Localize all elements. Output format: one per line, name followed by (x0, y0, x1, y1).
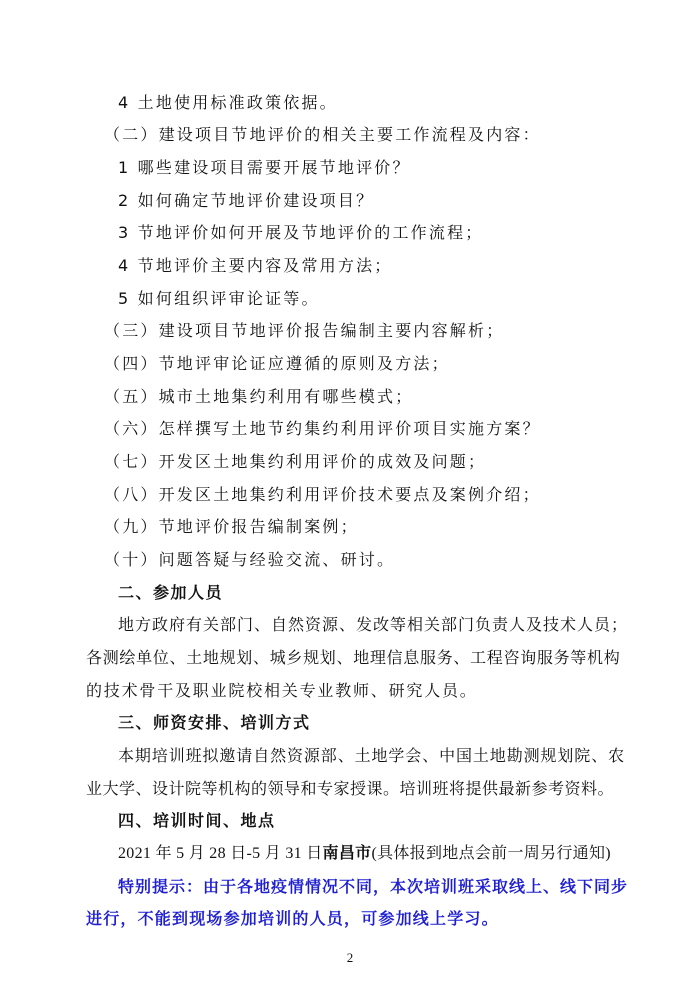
list-item: （八）开发区土地集约利用评价技术要点及案例介绍； (104, 485, 541, 504)
paragraph-line: 本期培训班拟邀请自然资源部、土地学会、中国土地勘测规划院、农 (118, 746, 626, 765)
training-city: 南昌市 (322, 845, 372, 862)
section-heading-time-place: 四、培训时间、地点 (118, 811, 276, 830)
list-item: （二）建设项目节地评价的相关主要工作流程及内容： (104, 125, 541, 144)
section-heading-teachers: 三、师资安排、培训方式 (118, 713, 311, 732)
paragraph-line: 各测绘单位、土地规划、城乡规划、地理信息服务、工程咨询服务等机构 (86, 648, 621, 667)
list-item: （五）城市土地集约利用有哪些模式； (104, 387, 414, 406)
list-item: 4 土地使用标准政策依据。 (118, 93, 338, 112)
list-item: （四）节地评审论证应遵循的原则及方法； (104, 354, 450, 373)
list-item: 2 如何确定节地评价建设项目？ (118, 191, 375, 210)
paragraph-line: 的技术骨干及职业院校相关专业教师、研究人员。 (86, 681, 478, 700)
list-item: （九）节地评价报告编制案例； (104, 517, 359, 536)
list-item: （七）开发区土地集约利用评价的成效及问题； (104, 452, 487, 471)
page-number: 2 (346, 950, 354, 965)
special-notice-line: 特别提示：由于各地疫情情况不同，本次培训班采取线上、线下同步 (118, 877, 629, 896)
training-date: 2021 年 5 月 28 日-5 月 31 日 (118, 845, 323, 862)
paragraph-line: 地方政府有关部门、自然资源、发改等相关部门负责人及技术人员； (118, 615, 629, 634)
list-item: 1 哪些建设项目需要开展节地评价？ (118, 158, 411, 177)
list-item: （六）怎样撰写土地节约集约利用评价项目实施方案？ (104, 419, 541, 438)
location-note: (具体报到地点会前一周另行通知) (371, 845, 611, 862)
date-location-line (118, 843, 611, 865)
special-notice-line: 进行，不能到现场参加培训的人员，可参加线上学习。 (86, 909, 499, 928)
list-item: 4 节地评价主要内容及常用方法； (118, 256, 393, 275)
paragraph-line: 业大学、设计院等机构的领导和专家授课。培训班将提供最新参考资料。 (86, 779, 615, 798)
list-item: 3 节地评价如何开展及节地评价的工作流程； (118, 223, 484, 242)
list-item: （三）建设项目节地评价报告编制主要内容解析； (104, 321, 505, 340)
list-item: 5 如何组织评审论证等。 (118, 289, 320, 308)
list-item: （十）问题答疑与经验交流、研讨。 (104, 550, 396, 569)
section-heading-participants: 二、参加人员 (118, 583, 224, 602)
